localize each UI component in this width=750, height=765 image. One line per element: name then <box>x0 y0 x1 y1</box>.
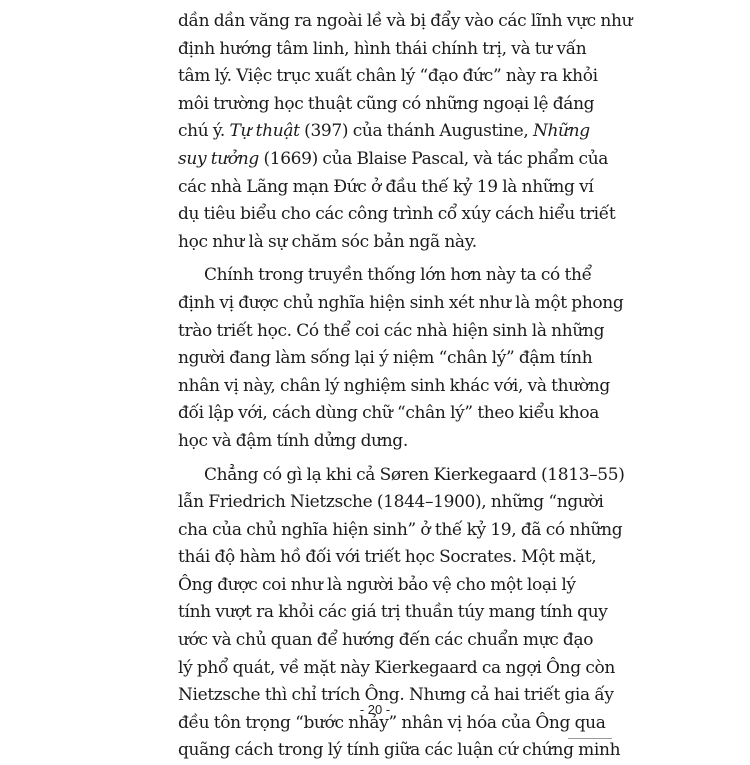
text-run: (1669) của Blaise Pascal, và tác phẩm của <box>259 149 608 169</box>
text-line <box>178 572 570 600</box>
text-line <box>178 36 570 64</box>
text-run: học như là sự chăm sóc bản ngã này. <box>178 232 477 252</box>
text-line <box>178 229 570 257</box>
text-run: học và đậm tính dửng dưng. <box>178 431 408 451</box>
text-run: lý phổ quát, về mặt này Kierkegaard ca ngợi Ông còn <box>178 658 615 678</box>
italic-title: Những <box>533 121 590 141</box>
text-line <box>178 318 570 346</box>
text-run: trào triết học. Có thể coi các nhà hiện sinh là những <box>178 321 604 341</box>
text-line <box>178 146 570 174</box>
text-run: tâm lý. Việc trục xuất chân lý “đạo đức” này ra khỏi <box>178 66 598 86</box>
text-run: quãng cách trong lý tính giữa các luận cứ chứng minh <box>178 740 620 760</box>
text-run: chú ý. <box>178 121 230 141</box>
text-run: tính vượt ra khỏi các giá trị thuần túy mang tính quy <box>178 602 608 622</box>
text-line <box>178 627 570 655</box>
text-line <box>178 428 570 456</box>
text-line <box>178 290 570 318</box>
text-run: môi trường học thuật cũng có những ngoại lệ đáng <box>178 94 594 114</box>
text-line <box>178 118 570 146</box>
text-line <box>178 599 570 627</box>
paragraph <box>178 262 570 455</box>
text-run: dần dần văng ra ngoài lề và bị đẩy vào các lĩnh vực như <box>178 11 632 31</box>
text-run: cha của chủ nghĩa hiện sinh” ở thế kỷ 19, đã có những <box>178 520 622 540</box>
text-run: ước và chủ quan để hướng đến các chuẩn mực đạo <box>178 630 593 650</box>
text-line <box>178 489 570 517</box>
page-number: - 20 - <box>0 702 750 717</box>
text-line <box>178 544 570 572</box>
italic-title: Tự thuật <box>230 121 300 141</box>
corner-rule <box>568 738 612 743</box>
text-run: định hướng tâm linh, hình thái chính trị, và tư vấn <box>178 39 586 59</box>
text-run: dụ tiêu biểu cho các công trình cổ xúy cách hiểu triết <box>178 204 615 224</box>
text-run: đối lập với, cách dùng chữ “chân lý” theo kiểu khoa <box>178 403 599 423</box>
body-text <box>178 8 570 765</box>
text-line <box>178 8 570 36</box>
paragraph <box>178 462 570 765</box>
text-line <box>178 655 570 683</box>
text-run: người đang làm sống lại ý niệm “chân lý” đậm tính <box>178 348 592 368</box>
text-line <box>178 737 570 765</box>
text-run: lẫn Friedrich Nietzsche (1844–1900), những “người <box>178 492 603 512</box>
text-run: Chẳng có gì lạ khi cả Søren Kierkegaard (1813–55) <box>204 465 625 485</box>
text-line <box>178 262 570 290</box>
text-run: đều tôn trọng “bước nhảy” nhân vị hóa của Ông qua <box>178 713 606 733</box>
text-run: Chính trong truyền thống lớn hơn này ta có thể <box>204 265 592 285</box>
text-run: các nhà Lãng mạn Đức ở đầu thế kỷ 19 là những ví <box>178 177 593 197</box>
text-run: thái độ hàm hồ đối với triết học Socrates. Một mặt, <box>178 547 596 567</box>
text-run: định vị được chủ nghĩa hiện sinh xét như là một phong <box>178 293 623 313</box>
text-line <box>178 91 570 119</box>
text-line <box>178 63 570 91</box>
paragraph <box>178 8 570 256</box>
text-line <box>178 174 570 202</box>
italic-title: suy tưởng <box>178 149 259 169</box>
text-run: Nietzsche thì chỉ trích Ông. Nhưng cả hai triết gia ấy <box>178 685 614 705</box>
text-run: nhân vị này, chân lý nghiệm sinh khác với, và thường <box>178 376 610 396</box>
text-run: (397) của thánh Augustine, <box>300 121 533 141</box>
text-line <box>178 201 570 229</box>
text-run: Ông được coi như là người bảo vệ cho một loại lý <box>178 575 576 595</box>
text-line <box>178 345 570 373</box>
text-line <box>178 517 570 545</box>
text-line <box>178 462 570 490</box>
text-line <box>178 400 570 428</box>
text-line <box>178 373 570 401</box>
